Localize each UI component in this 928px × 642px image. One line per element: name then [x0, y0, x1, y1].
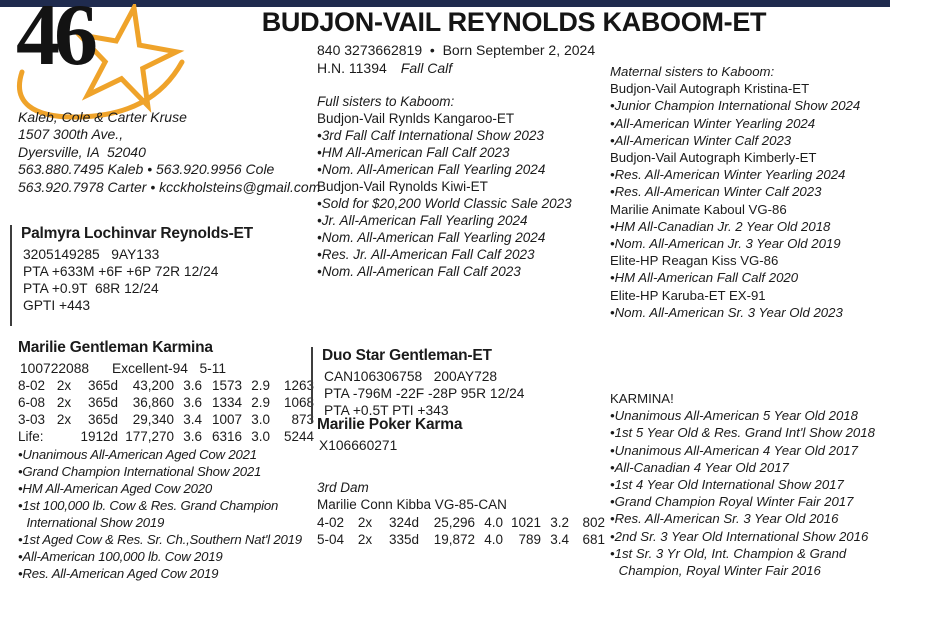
record-cell: 4.0 — [484, 532, 503, 547]
award-line: •HM All-American Aged Cow 2020 — [18, 481, 213, 496]
record-cell: 365d — [87, 395, 118, 410]
record-cell: 1021 — [510, 515, 541, 530]
consignor-line: Kaleb, Cole & Carter Kruse — [18, 109, 187, 125]
record-cell: 789 — [518, 532, 541, 547]
record-cell: 2.9 — [251, 378, 270, 393]
record-cell: 19,872 — [433, 532, 475, 547]
award-line: •1st Sr. 3 Yr Old, Int. Champion & Grand — [610, 545, 847, 561]
award-line: •2nd Sr. 3 Year Old International Show 2016 — [610, 528, 869, 544]
full-sisters-heading: Full sisters to Kaboom: — [317, 94, 455, 109]
sister-line: •HM All-American Fall Calf 2020 — [610, 270, 799, 286]
consignor-block — [18, 109, 320, 196]
registration-line: 840 3273662819 • Born September 2, 2024 — [317, 42, 596, 58]
record-cell: Life: — [18, 429, 44, 444]
record-cell: 1263 — [283, 378, 314, 393]
award-line: •Res. All-American Sr. 3 Year Old 2016 — [610, 511, 839, 527]
karmina-heading: KARMINA! — [610, 391, 674, 406]
sister-line: •HM All-Canadian Jr. 2 Year Old 2018 — [610, 218, 831, 234]
herd-number: H.N. 11394 — [317, 60, 387, 76]
record-row — [18, 377, 318, 394]
sister-line: Elite-HP Karuba-ET EX-91 — [610, 287, 766, 303]
record-cell: 2x — [56, 378, 72, 393]
sister-line: •All-American Winter Calf 2023 — [610, 132, 792, 148]
full-sisters-list — [317, 110, 572, 280]
sire-details — [21, 246, 253, 314]
maternal-sire-name: Duo Star Gentleman-ET — [322, 347, 492, 364]
sister-line: •Nom. All-American Sr. 3 Year Old 2023 — [610, 304, 843, 320]
consignor-line: 563.920.7978 Carter • kcckholsteins@gmail.com — [18, 178, 321, 195]
maternal-sire-block — [311, 347, 524, 423]
third-dam-heading: 3rd Dam — [317, 480, 369, 495]
award-line: •Unanimous All-American Aged Cow 2021 — [18, 447, 257, 462]
third-dam-name: Marilie Conn Kibba VG-85-CAN — [317, 497, 507, 512]
award-line: •Unanimous All-American 5 Year Old 2018 — [610, 408, 858, 424]
record-cell: 3.2 — [550, 515, 569, 530]
karmina-highlights-block — [610, 390, 918, 579]
dam-detail-line: X106660271 — [319, 438, 398, 453]
award-line: •Grand Champion International Show 2021 — [18, 464, 262, 479]
record-cell: 36,860 — [132, 395, 174, 410]
record-cell: 6-08 — [18, 395, 46, 410]
record-cell: 4.0 — [484, 515, 503, 530]
record-cell: 177,270 — [125, 429, 174, 444]
sister-line: •Res. All-American Winter Yearling 2024 — [610, 167, 846, 183]
record-cell: 3.4 — [183, 412, 202, 427]
record-cell: 3-03 — [18, 412, 46, 427]
record-cell: 3.0 — [251, 412, 270, 427]
sister-line: Budjon-Vail Rynolds Kiwi-ET — [317, 179, 488, 194]
record-cell: 5244 — [283, 429, 314, 444]
sister-line: Budjon-Vail Rynlds Kangaroo-ET — [317, 111, 515, 126]
record-cell: 4-02 — [317, 515, 345, 530]
second-dam-name: Marilie Poker Karma — [317, 416, 463, 433]
record-cell: 3.6 — [183, 395, 202, 410]
record-cell: 873 — [291, 412, 314, 427]
record-cell: 1573 — [211, 378, 242, 393]
sister-line: Marilie Animate Kaboul VG-86 — [610, 201, 787, 217]
sister-line: •Sold for $20,200 World Classic Sale 2023 — [317, 196, 572, 211]
dam-awards — [18, 446, 318, 582]
record-cell: 1068 — [283, 395, 314, 410]
sister-line: Budjon-Vail Autograph Kristina-ET — [610, 81, 810, 97]
herd-number-line — [317, 59, 595, 77]
lot-number: 46 — [16, 0, 92, 84]
record-cell: 1007 — [211, 412, 242, 427]
page-title: BUDJON-VAIL REYNOLDS KABOOM-ET — [261, 7, 767, 37]
sister-line: •Res. Jr. All-American Fall Calf 2023 — [317, 247, 535, 262]
maternal-sisters-list — [610, 80, 918, 321]
record-cell: 365d — [87, 412, 118, 427]
record-row — [317, 514, 605, 531]
award-line: •1st 100,000 lb. Cow & Res. Grand Champion — [18, 498, 279, 513]
record-cell: 25,296 — [433, 515, 475, 530]
record-cell: 2x — [56, 395, 72, 410]
dam-records — [18, 377, 318, 445]
sire-detail-line: PTA +0.9T 68R 12/24 — [23, 281, 159, 296]
record-row — [18, 411, 318, 428]
record-cell: 3.0 — [251, 429, 270, 444]
record-cell: 365d — [87, 378, 118, 393]
sister-line: •Jr. All-American Fall Yearling 2024 — [317, 213, 528, 228]
karmina-awards — [610, 407, 918, 579]
sister-line: •HM All-American Fall Calf 2023 — [317, 145, 510, 160]
third-dam-block — [317, 479, 605, 548]
sire-detail-line: PTA +633M +6F +6P 72R 12/24 — [23, 264, 219, 279]
award-line: International Show 2019 — [23, 515, 165, 530]
award-line: •All-American 100,000 lb. Cow 2019 — [18, 549, 223, 564]
award-line: •All-Canadian 4 Year Old 2017 — [610, 459, 789, 475]
record-cell: 1912d — [80, 429, 118, 444]
record-cell: 2x — [357, 515, 373, 530]
sister-line: Elite-HP Reagan Kiss VG-86 — [610, 253, 779, 269]
record-cell: 3.6 — [183, 429, 202, 444]
sire-name: Palmyra Lochinvar Reynolds-ET — [21, 225, 253, 242]
maternal-sire-details — [322, 368, 524, 419]
sister-line: Budjon-Vail Autograph Kimberly-ET — [610, 150, 817, 166]
sister-line: •Nom. All-American Jr. 3 Year Old 2019 — [610, 236, 841, 252]
award-line: •1st 4 Year Old International Show 2017 — [610, 477, 844, 493]
consignor-line: Dyersville, IA 52040 — [18, 143, 146, 160]
sister-line: •Junior Champion International Show 2024 — [610, 98, 861, 114]
sister-line: •Nom. All-American Fall Yearling 2024 — [317, 230, 546, 245]
record-cell: 335d — [388, 532, 419, 547]
sister-line: •Nom. All-American Fall Calf 2023 — [317, 264, 521, 279]
sister-line: •All-American Winter Yearling 2024 — [610, 115, 816, 131]
record-cell: 5-04 — [317, 532, 345, 547]
dam-pedigree-block — [18, 339, 318, 582]
record-cell: 43,200 — [132, 378, 174, 393]
maternal-sisters-block — [610, 63, 918, 321]
calf-type-label: Fall Calf — [400, 60, 453, 76]
award-line: •1st Aged Cow & Res. Sr. Ch.,Southern Nat'l 2019 — [18, 532, 302, 547]
record-cell: 681 — [582, 532, 605, 547]
maternal-sisters-heading: Maternal sisters to Kaboom: — [610, 64, 775, 79]
second-dam-details — [317, 437, 462, 454]
registration-block — [317, 41, 595, 77]
record-cell: 1334 — [211, 395, 242, 410]
award-line: •Grand Champion Royal Winter Fair 2017 — [610, 494, 854, 510]
full-sisters-block — [317, 93, 572, 280]
sire-detail-line: GPTI +443 — [23, 298, 91, 313]
award-line: •Unanimous All-American 4 Year Old 2017 — [610, 442, 858, 458]
sire-pedigree-block — [10, 225, 253, 326]
sire-detail-line: PTA -796M -22F -28P 95R 12/24 — [324, 386, 525, 401]
sire-detail-line: CAN106306758 200AY728 — [324, 369, 498, 384]
record-cell: 3.6 — [183, 378, 202, 393]
sister-line: •Res. All-American Winter Calf 2023 — [610, 184, 822, 200]
sister-line: •3rd Fall Calf International Show 2023 — [317, 128, 544, 143]
record-cell: 6316 — [211, 429, 242, 444]
record-cell: 2x — [56, 412, 72, 427]
record-cell: 2x — [357, 532, 373, 547]
consignor-line: 563.880.7495 Kaleb • 563.920.9956 Cole — [18, 161, 275, 178]
dam-id-line: 100722088 Excellent-94 5-11 — [20, 361, 227, 376]
record-row — [317, 531, 605, 548]
second-dam-block — [317, 416, 462, 454]
third-dam-records — [317, 514, 605, 548]
sire-detail-line: 3205149285 9AY133 — [23, 247, 160, 262]
sire-detail-line: PTA +0.5T PTI +343 — [324, 403, 449, 418]
record-cell: 8-02 — [18, 378, 46, 393]
record-cell — [52, 428, 76, 445]
record-row — [18, 428, 318, 445]
award-line: •1st 5 Year Old & Res. Grand Int'l Show 2018 — [610, 425, 875, 441]
dam-name: Marilie Gentleman Karmina — [18, 339, 213, 356]
record-cell: 2.9 — [251, 395, 270, 410]
record-row — [18, 394, 318, 411]
award-line: Champion, Royal Winter Fair 2016 — [615, 563, 821, 579]
award-line: •Res. All-American Aged Cow 2019 — [18, 566, 219, 581]
sister-line: •Nom. All-American Fall Yearling 2024 — [317, 162, 546, 177]
record-cell: 29,340 — [132, 412, 174, 427]
record-cell: 802 — [582, 515, 605, 530]
record-cell: 324d — [388, 515, 419, 530]
consignor-line: 1507 300th Ave., — [18, 126, 124, 143]
record-cell: 3.4 — [550, 532, 569, 547]
